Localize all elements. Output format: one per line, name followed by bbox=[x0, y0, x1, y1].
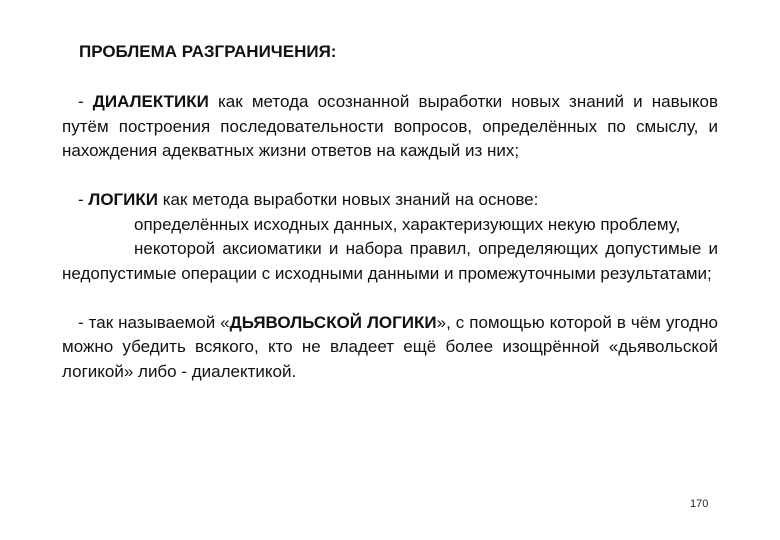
paragraph-dialectics-text: как метода осознанной выработки новых знаний и навыков путём построения последовательности вопросов, определённых по смыслу, и нахождения адекватных жизни ответов на каждый из них; bbox=[62, 92, 718, 160]
paragraph-devil-text: », с помощью которой в чём угодно можно убедить всякого, кто не владеет ещё более изощрённой «дьявольской логикой» либо - диалектикой. bbox=[62, 312, 718, 381]
spacer bbox=[62, 164, 718, 189]
term-devil-logic: ДЬЯВОЛЬСКОЙ ЛОГИКИ bbox=[229, 312, 437, 332]
term-dialectics: ДИАЛЕКТИКИ bbox=[92, 92, 209, 111]
devil-prefix: - так называемой « bbox=[78, 312, 230, 332]
slide-heading: ПРОБЛЕМА РАЗГРАНИЧЕНИЯ: bbox=[79, 42, 337, 61]
spacer bbox=[62, 286, 718, 311]
logic-item-axiomatics: некоторой аксиоматики и набора правил, определяющих допустимые и недопустимые операции с исходными данными и промежуточными результатами; bbox=[62, 239, 718, 283]
page-number: 170 bbox=[690, 498, 709, 510]
slide-body bbox=[62, 90, 718, 384]
paragraph-logic-text: как метода выработки новых знаний на основе: bbox=[158, 190, 539, 209]
dash-prefix: - bbox=[78, 190, 89, 209]
paragraph-dialectics bbox=[62, 90, 718, 164]
term-logic: ЛОГИКИ bbox=[88, 190, 158, 209]
paragraph-logic bbox=[62, 188, 718, 213]
paragraph-devil-logic bbox=[62, 311, 718, 385]
dash-prefix: - bbox=[78, 92, 93, 111]
logic-item-source-data: определённых исходных данных, характеризующих некую проблему, bbox=[134, 214, 681, 234]
